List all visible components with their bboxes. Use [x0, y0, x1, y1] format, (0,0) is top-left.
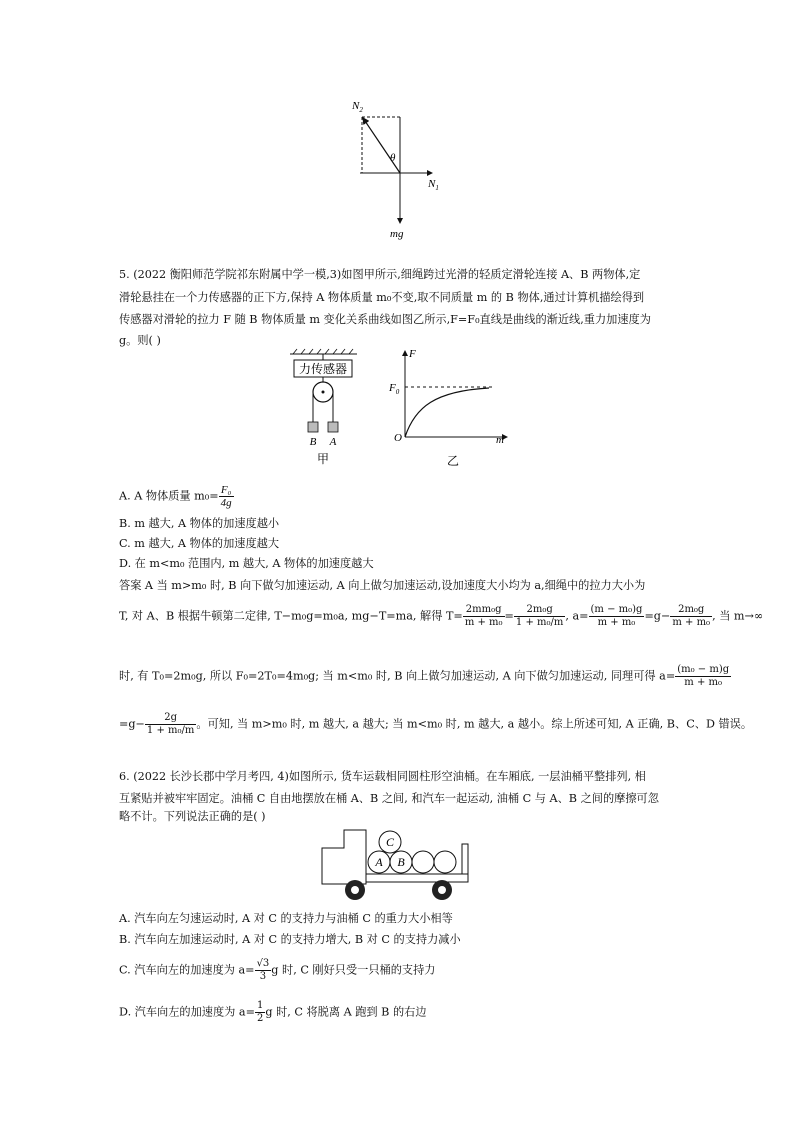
barrel-b-label: B	[397, 855, 405, 869]
axis-f-label: F	[409, 348, 416, 360]
mg-label: mg	[390, 228, 404, 240]
q5-answer-line4: =g− $\frac{2g}{\text{1 + m₀/m}}$ 。可知, 当 m>m₀ 时, m 越大, a 越大; 当 m<m₀ 时, m 越大, a 越小。综上所述可知, A 正确, B、C、D 错误。	[119, 712, 753, 736]
figure-yi-graph	[385, 345, 515, 469]
q5-option-a: A. A 物体质量 m₀= $\frac{\text{F₀}}{4g}$	[119, 484, 232, 509]
truck-cab	[322, 830, 366, 884]
q6-option-c: C. 汽车向左的加速度为 a= $\frac{√3}{3}$ g 时, C 刚好只受一只桶的支持力	[119, 958, 436, 982]
block-b	[308, 422, 318, 432]
theta-label: θ	[390, 152, 396, 164]
block-a-label: A	[329, 436, 337, 448]
caption-jia: 甲	[316, 452, 330, 466]
f-m-curve	[405, 388, 489, 437]
truck-tailgate	[462, 844, 468, 874]
block-b-label: B	[309, 436, 317, 448]
q6-option-b: B. 汽车向左加速运动时, A 对 C 的支持力增大, B 对 C 的支持力减小	[119, 933, 461, 946]
n2-label: $N_2$	[352, 100, 363, 114]
q6-stem-line2: 互紧贴并被牢牢固定。油桶 C 自由地摆放在桶 A、B 之间, 和汽车一起运动, 油桶 C 与 A、B 之间的摩擦可忽	[119, 792, 659, 805]
block-a	[328, 422, 338, 432]
barrel-a-label: A	[375, 855, 383, 869]
q5-option-b: B. m 越大, A 物体的加速度越小	[119, 517, 280, 530]
caption-yi: 乙	[446, 454, 460, 468]
barrel-c-label: C	[385, 835, 395, 849]
n1-label: $N_1$	[428, 178, 439, 192]
q5-answer-line1: 答案 A 当 m>m₀ 时, B 向下做匀加速运动, A 向上做匀加速运动,设加速度大小均为 a,细绳中的拉力大小为	[119, 579, 646, 592]
q6-option-d: D. 汽车向左的加速度为 a= $\frac{1}{2}$ g 时, C 将脱离 A 跑到 B 的右边	[119, 1000, 427, 1024]
q5-stem-line3: 传感器对滑轮的拉力 F 随 B 物体质量 m 变化关系曲线如图乙所示,F=F₀直线是曲线的渐近线,重力加速度为	[119, 313, 651, 326]
q5-stem-line2: 滑轮悬挂在一个力传感器的正下方,保持 A 物体质量 m₀不变,取不同质量 m 的 B 物体,通过计算机描绘得到	[119, 291, 645, 304]
q6-stem-line3: 略不计。下列说法正确的是( )	[119, 810, 266, 823]
barrel-3	[412, 851, 434, 873]
figure-jia-pulley	[285, 348, 365, 468]
barrel-4	[434, 851, 456, 873]
q5-stem-line1: 5. (2022 衡阳师范学院祁东附属中学一模,3)如图甲所示,细绳跨过光滑的轻质定滑轮连接 A、B 两物体,定	[119, 268, 641, 281]
q5-option-c: C. m 越大, A 物体的加速度越大	[119, 537, 280, 550]
f0-label: $F_0$	[389, 382, 400, 396]
q5-answer-line2: T, 对 A、B 根据牛顿第二定律, T−m₀g=m₀a, mg−T=ma, 解得 T= $\frac{\text{2mm₀g}}{\text{m + m₀}}$ = $\frac{\text{2m₀g}}{\text{1 + m₀/m}}$ , a= $\frac{\text{(m − m₀)g}}{\text{m + m₀}}$ =g− $\frac{\text{2m₀g}}{\text{m + m₀}}$ , 当 m→∞	[119, 604, 764, 628]
axis-m-label: m	[496, 434, 504, 446]
origin-label: O	[394, 432, 402, 444]
q6-option-a: A. 汽车向左匀速运动时, A 对 C 的支持力与油桶 C 的重力大小相等	[119, 912, 453, 925]
q5-option-d: D. 在 m<m₀ 范围内, m 越大, A 物体的加速度越大	[119, 557, 374, 570]
q5-stem-line4: g。则( )	[119, 334, 161, 347]
truck-figure	[318, 826, 478, 902]
q5-answer-line3: 时, 有 T₀=2m₀g, 所以 F₀=2T₀=4m₀g; 当 m<m₀ 时, B 向上做匀加速运动, A 向下做匀加速运动, 同理可得 a= $\frac{\text{(m₀ − m)g}}{\text{m + m₀}}$	[119, 664, 730, 688]
force-sensor-label: 力传感器	[298, 362, 348, 376]
truck-bed	[366, 874, 468, 882]
force-diagram	[340, 95, 450, 240]
q6-stem-line1: 6. (2022 长沙长郡中学月考四, 4)如图所示, 货车运载相同圆柱形空油桶。在车厢底, 一层油桶平整排列, 相	[119, 770, 646, 783]
